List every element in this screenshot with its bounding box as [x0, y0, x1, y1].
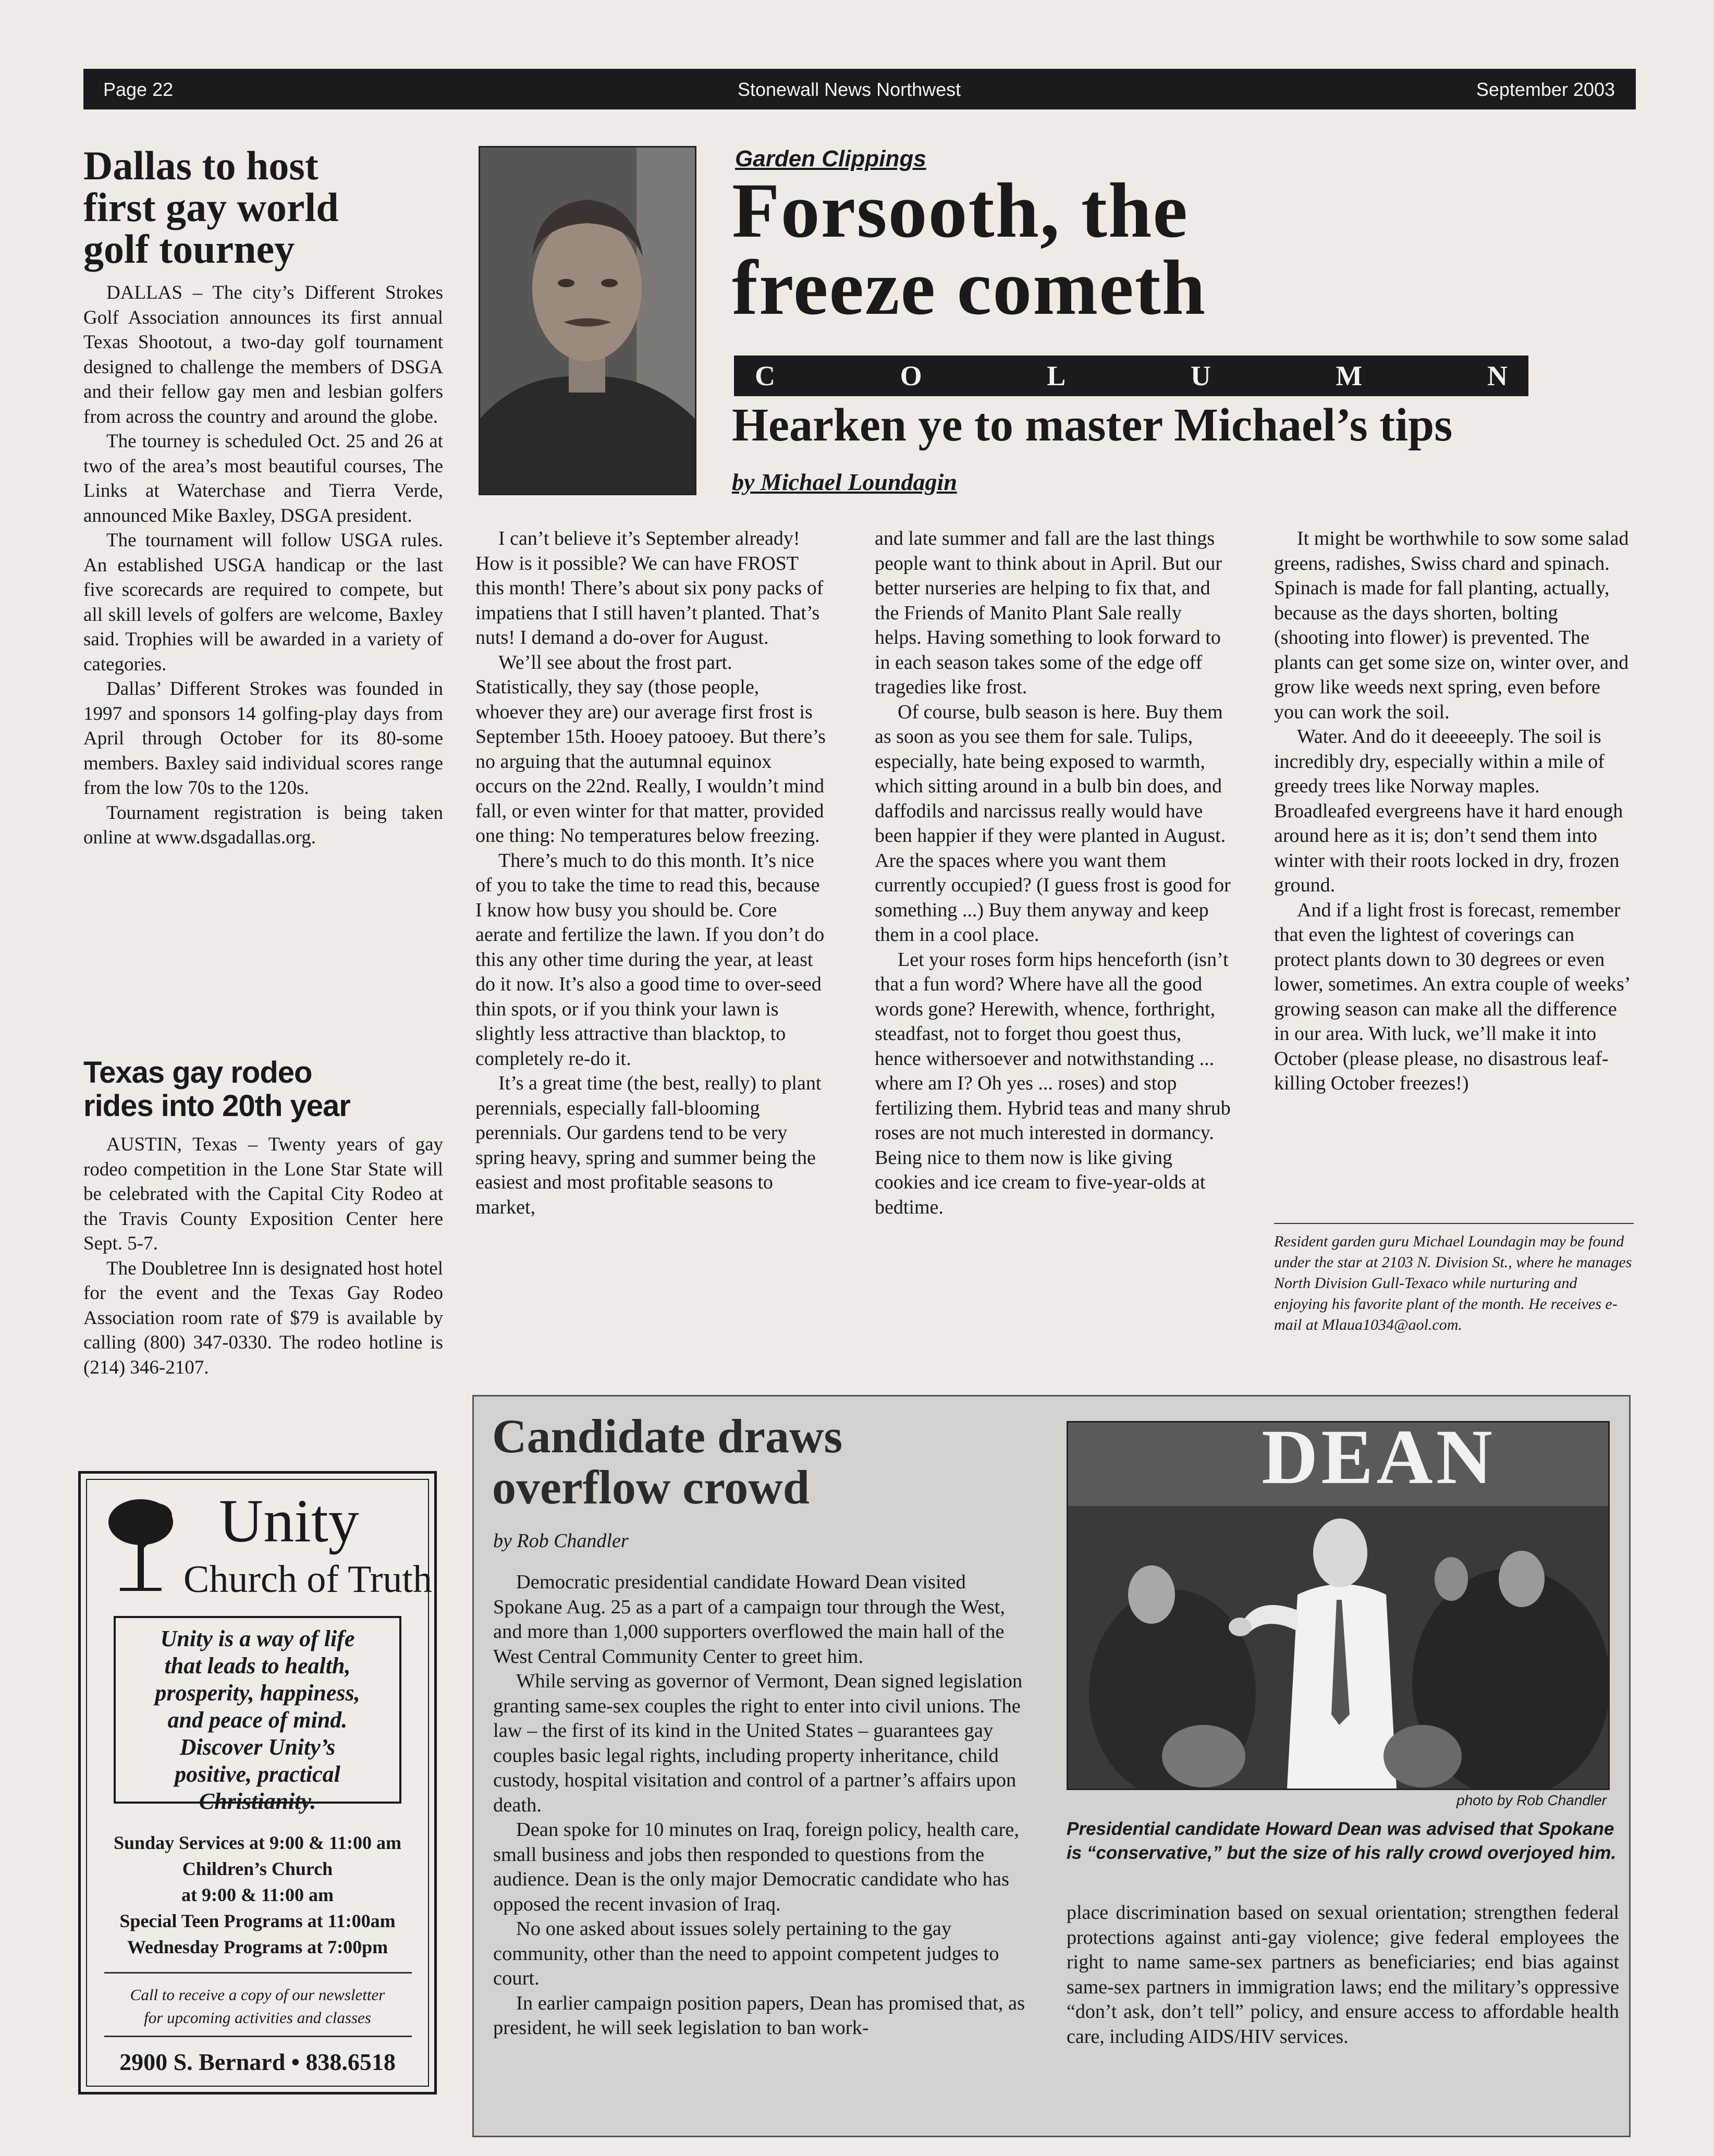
- rodeo-headline-line: rides into 20th year: [83, 1089, 350, 1123]
- garden-paragraph: Let your roses form hips henceforth (isn’t that a fun word? Where have all the good words gone? Herewith, whence, forthright, steadfast, not to forget thou goest thus, hence withersoever and notwithstanding ... where am I? Oh yes ... roses) and stop fertilizing them. Hybrid teas and many shrub roses are not much interested in dormancy. Being nice to them now is like giving cookies and ice cream to five-year-olds at bedtime.: [875, 948, 1231, 1218]
- unity-title: Unity: [219, 1487, 359, 1555]
- garden-paragraph: There’s much to do this month. It’s nice of you to take the time to read this, because I know how busy you should be. Core aerate and fertilize the lawn. If you don’t do this any other time during the year, at least do it now. It’s also a good time to over-seed thin spots, or if you think your lawn is slightly less attractive than blacktop, to completely re-do it.: [475, 849, 825, 1070]
- dean-byline: by Rob Chandler: [493, 1530, 629, 1552]
- column-letter: C: [755, 360, 775, 391]
- dean-continuation: place discrimination based on sexual orientation; strengthen federal protections against anti-gay violence; give federal employees the right to name same-sex partners as beneficiaries; end bias against same-sex partners in immigration laws; end the military’s oppressive “don’t ask, don’t tell” policy, and ensure access to affordable health care, including AIDS/HIV services.: [1067, 1902, 1619, 2048]
- column-letter: O: [900, 360, 922, 391]
- rodeo-headline: [83, 1056, 443, 1123]
- dean-headline-line: overflow crowd: [492, 1461, 810, 1514]
- garden-paragraph: It might be worthwhile to sow some salad greens, radishes, Swiss chard and spinach. Spinach is made for fall planting, actually, because as the days shorten, bolting (shooting into flower) is prevented. The plants can get some size on, winter over, and grow like weeds next spring, even before you can work the soil.: [1274, 528, 1629, 723]
- garden-column-2: [875, 526, 1232, 1220]
- garden-paragraph: Water. And do it deeeeeply. The soil is incredibly dry, especially within a mile of greedy trees like Norway maples. Broadleafed evergreens have it hard enough around here as it is; don’t send them into winter with their roots locked in dry, frozen ground.: [1274, 726, 1623, 896]
- dean-headline-line: Candidate draws: [492, 1410, 843, 1463]
- service-line: Children’s Church: [182, 1858, 333, 1879]
- dean-paragraph: Democratic presidential candidate Howard Dean visited Spokane Aug. 25 as a part of a campaign tour through the West, and more than 1,000 supporters overflowed the main hall of the West Central Community Center to greet him.: [493, 1571, 1005, 1668]
- column-letter: U: [1190, 360, 1211, 391]
- service-line: Wednesday Programs at 7:00pm: [127, 1937, 388, 1957]
- garden-column-1: [475, 526, 826, 1220]
- garden-paragraph: It’s a great time (the best, really) to plant perennials, especially fall-blooming perennials. Our gardens tend to be very spring heavy, spring and summer being the easiest and most profitable seasons to market,: [475, 1072, 822, 1218]
- garden-paragraph: I can’t believe it’s September already! How is it possible? We can have FROST this month! There’s about six pony packs of impatiens that I still haven’t planted. That’s nuts! I demand a do-over for August.: [475, 528, 824, 648]
- rodeo-paragraph: The Doubletree Inn is designated host hotel for the event and the Texas Gay Rodeo Association room rate of $79 is available by calling (800) 347-0330. The rodeo hotline is (214) 346-2107.: [83, 1257, 443, 1378]
- column-letter: N: [1487, 360, 1508, 391]
- rodeo-article: [83, 1056, 443, 1380]
- service-line: Sunday Services at 9:00 & 11:00 am: [114, 1832, 401, 1853]
- golf-headline-line: first gay world: [83, 185, 339, 230]
- unity-services: [89, 1830, 426, 1960]
- garden-paragraph: We’ll see about the frost part. Statistically, they say (those people, whoever they are) our average first frost is September 15th. Hooey patooey. But there’s no arguing that the autumnal equinox occurs on the 22nd. Really, I wouldn’t mind fall, or even winter for that matter, provided one thing: No temperatures below freezing.: [475, 651, 826, 847]
- newsletter-line: for upcoming activities and classes: [144, 2008, 371, 2027]
- garden-headline-line: Forsooth, the: [732, 167, 1189, 254]
- garden-headline: [732, 167, 1207, 331]
- tagline-line: Discover Unity’s: [179, 1734, 336, 1760]
- tagline-line: prosperity, happiness,: [155, 1680, 360, 1706]
- golf-paragraph: The tourney is scheduled Oct. 25 and 26 at two of the area’s most beautiful courses, The Links at Waterchase and Tierra Verde, announced Mike Baxley, DSGA president.: [83, 431, 443, 526]
- ad-divider: [104, 1972, 412, 1974]
- golf-headline: [83, 145, 443, 270]
- author-bio: Resident garden guru Michael Loundagin may be found under the star at 2103 N. Division St., where he manages North Division Gull-Texaco while nurturing and enjoying his favorite plant of the month. He receives e-mail at Mlaua1034@aol.com.: [1274, 1233, 1632, 1333]
- bio-divider: [1274, 1223, 1634, 1224]
- page-number: Page 22: [103, 79, 174, 100]
- rodeo-paragraph: AUSTIN, Texas – Twenty years of gay rodeo competition in the Lone Star State will be celebrated with the Capital City Rodeo at the Travis County Exposition Center here Sept. 5-7.: [83, 1134, 443, 1254]
- issue-date: September 2003: [1476, 79, 1615, 100]
- garden-subhead: Hearken ye to master Michael’s tips: [732, 399, 1453, 451]
- service-line: Special Teen Programs at 11:00am: [119, 1910, 396, 1931]
- golf-headline-line: golf tourney: [83, 226, 295, 272]
- newsletter-line: Call to receive a copy of our newsletter: [130, 1986, 385, 2004]
- unity-tagline-box: [114, 1616, 401, 1814]
- golf-headline-line: Dallas to host: [83, 143, 319, 188]
- tree-icon: [104, 1491, 177, 1595]
- unity-newsletter-note: [89, 1983, 426, 2029]
- column-letter: L: [1047, 360, 1066, 391]
- golf-body: [83, 280, 443, 850]
- garden-headline-line: freeze cometh: [732, 244, 1207, 331]
- tagline-line: that leads to health,: [164, 1653, 351, 1679]
- service-line: at 9:00 & 11:00 am: [181, 1884, 334, 1905]
- garden-paragraph: and late summer and fall are the last things people want to think about in April. But our better nurseries are helping to fix that, and the Friends of Manito Plant Sale really helps. Having something to look forward to in each season takes some of the edge off tragedies like frost.: [875, 528, 1222, 698]
- rodeo-body: [83, 1132, 443, 1380]
- golf-paragraph: The tournament will follow USGA rules. An established USGA handicap or the last five scorecards are required to compete, but all skill levels of golfers are welcome, Baxley said. Trophies will be awarded in a variety of categories.: [83, 530, 443, 675]
- tagline-line: Christianity.: [199, 1788, 316, 1814]
- rodeo-headline-line: Texas gay rodeo: [83, 1056, 312, 1089]
- dean-body: [493, 1570, 1037, 2041]
- dean-paragraph: No one asked about issues solely pertaining to the gay community, other than the need to appoint competent judges to court.: [493, 1918, 999, 1989]
- tagline-line: and peace of mind.: [167, 1707, 348, 1733]
- golf-paragraph: Dallas’ Different Strokes was founded in 1997 and sponsors 14 golfing-play days from April through October for its 80-some members. Baxley said individual scores range from the low 70s to the 120s.: [83, 678, 443, 799]
- author-photo: [479, 146, 696, 495]
- garden-column-3: [1274, 526, 1634, 1096]
- garden-byline: by Michael Loundagin: [732, 469, 957, 495]
- golf-paragraph: DALLAS – The city’s Different Strokes Golf Association announces its first annual Texas Shootout, a two-day golf tournament designed to challenge the members of DSGA and their fellow gay men and lesbian golfers from across the country and around the globe.: [83, 282, 443, 427]
- dean-paragraph: In earlier campaign position papers, Dean has promised that, as president, he will seek legislation to ban work-: [493, 1992, 1025, 2039]
- golf-paragraph: Tournament registration is being taken online at www.dsgadallas.org.: [83, 802, 443, 848]
- photo-caption: Presidential candidate Howard Dean was advised that Spokane is “conservative,” but the size of his rally crowd overjoyed him.: [1067, 1819, 1617, 1863]
- page-header-bar: [83, 69, 1636, 109]
- column-kicker: Garden Clippings: [735, 146, 926, 172]
- dean-paragraph: While serving as governor of Vermont, Dean signed legislation granting same-sex couples the right to enter into civil unions. The law – the first of its kind in the United States – guarantees gay couples basic legal rights, including property inheritance, child custody, hospital visitation and control of a partner’s affairs upon death.: [493, 1670, 1023, 1816]
- golf-article: [83, 145, 443, 850]
- column-letter: M: [1336, 360, 1363, 391]
- garden-paragraph: Of course, bulb season is here. Buy them as soon as you see them for sale. Tulips, especially, hate being exposed to warmth, which sitting around in a bulb bin does, and daffodils and narcissus really would have been happier if they were planted in August. Are the spaces where you want them currently occupied? (I guess frost is good for something ...) Buy them anyway and keep them in a cool place.: [875, 701, 1231, 946]
- tagline-line: Unity is a way of life: [160, 1626, 355, 1651]
- photo-credit: photo by Rob Chandler: [1456, 1792, 1607, 1808]
- dean-sign-text: DEAN: [1262, 1414, 1496, 1500]
- tagline-line: positive, practical: [175, 1761, 340, 1787]
- ad-divider: [104, 2036, 412, 2037]
- dean-headline: [492, 1411, 842, 1513]
- column-label-bar: [734, 356, 1528, 396]
- unity-address: 2900 S. Bernard • 838.6518: [119, 2049, 396, 2075]
- publication-name: Stonewall News Northwest: [738, 79, 961, 100]
- unity-subtitle: Church of Truth: [183, 1558, 432, 1601]
- dean-paragraph: Dean spoke for 10 minutes on Iraq, foreign policy, health care, small business and jobs then responded to questions from the audience. Dean is the only major Democratic candidate who has opposed the recent invasion of Iraq.: [493, 1819, 1020, 1915]
- garden-paragraph: And if a light frost is forecast, remember that even the lightest of coverings can protect plants down to 30 degrees or even lower, sometimes. An extra couple of weeks’ growing season can make all the difference in our area. With luck, we’ll make it into October (please please, no disastrous leaf-killing October freezes!): [1274, 899, 1630, 1094]
